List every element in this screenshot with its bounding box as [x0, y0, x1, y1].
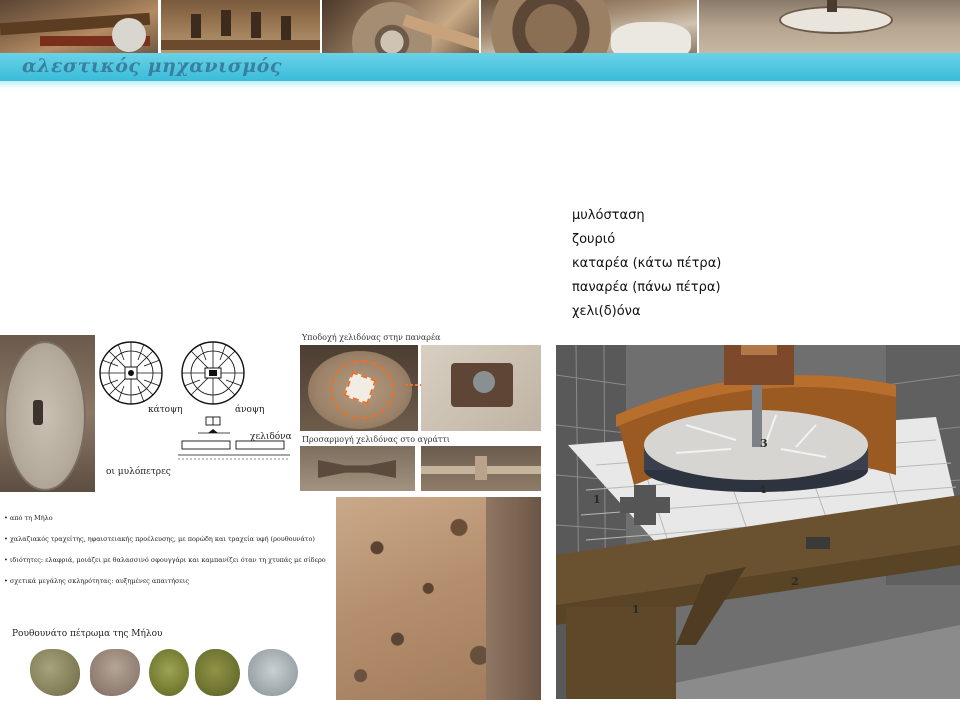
rock-sample	[149, 649, 189, 696]
header-photo-millstone-shaft	[322, 0, 479, 55]
millstone-photo	[0, 335, 95, 492]
header-photo-millstone-base	[699, 0, 960, 55]
header-photo-cog-wheel	[161, 0, 320, 55]
drawing-label-plan: κάτοψη	[148, 405, 183, 415]
rock-samples-title: Ρουθουνάτο πέτρωμα της Μήλου	[12, 629, 163, 639]
drawing-label-rynd: χελιδόνα	[250, 432, 292, 442]
parts-list	[572, 204, 721, 324]
rock-sample	[30, 649, 80, 696]
millstone-center-hole	[33, 400, 43, 425]
millstone-disc	[4, 341, 86, 491]
parts-list-item: ζουριό	[572, 232, 616, 247]
parts-list-item: μυλόσταση	[572, 208, 645, 223]
render-number: 2	[791, 575, 799, 588]
render-number: 3	[760, 437, 768, 450]
rock-sample	[90, 649, 140, 696]
header-photo-gear-pulley	[481, 0, 697, 55]
notes-item: • σχετικά μεγάλης σκληρότητας: αυξημένες απαιτήσεις	[4, 571, 326, 592]
millstone-plan-drawing	[98, 340, 164, 406]
photo-rynd-fit-2	[421, 446, 541, 491]
photo-porous-stone-closeup	[336, 497, 541, 700]
photo-caption-lower: Προσαρμογή χελιδόνας στο αγράττι	[302, 435, 450, 444]
render-number: 1	[632, 603, 640, 616]
notes-item: • χαλαζιακός τραχείτης, ηφαιστειακής προέλευσης, με πορώδη και τραχεία υφή (ρουθουνάτο)	[4, 529, 326, 550]
drawing-label-top: άνοψη	[235, 405, 265, 415]
page-title: αλεστικός μηχανισμός	[22, 55, 282, 77]
photo-upper-stone-socket	[300, 345, 418, 431]
header-photo-strip	[0, 0, 960, 55]
parts-list-item: καταρέα (κάτω πέτρα)	[572, 256, 722, 271]
parts-list-item: χελι(δ)όνα	[572, 304, 641, 319]
render-number: 4	[759, 483, 767, 496]
parts-list-item: παναρέα (πάνω πέτρα)	[572, 280, 721, 295]
notes-list	[4, 508, 326, 592]
header-photo-wooden-gear	[0, 0, 158, 55]
photo-socket-closeup	[421, 345, 541, 431]
rock-sample	[195, 649, 240, 696]
notes-item: • από τη Μήλο	[4, 508, 326, 529]
drawing-label-millstones: οι μυλόπετρες	[106, 467, 171, 477]
millstone-top-drawing	[180, 340, 246, 406]
title-band-fade	[0, 81, 960, 89]
rock-sample	[248, 649, 298, 696]
mill-3d-render	[556, 345, 960, 699]
render-number: 1	[593, 493, 601, 506]
notes-item: • ιδιότητες: ελαφριά, μοιάζει με θαλασσινό σφουγγάρι και καμπανίζει όταν τη χτυπάς με σίδερο	[4, 550, 326, 571]
photo-caption-upper: Υποδοχή χελιδόνας στην παναρέα	[302, 333, 441, 342]
mill-render-scene	[556, 345, 960, 699]
photo-rynd-fit-1	[300, 446, 415, 491]
